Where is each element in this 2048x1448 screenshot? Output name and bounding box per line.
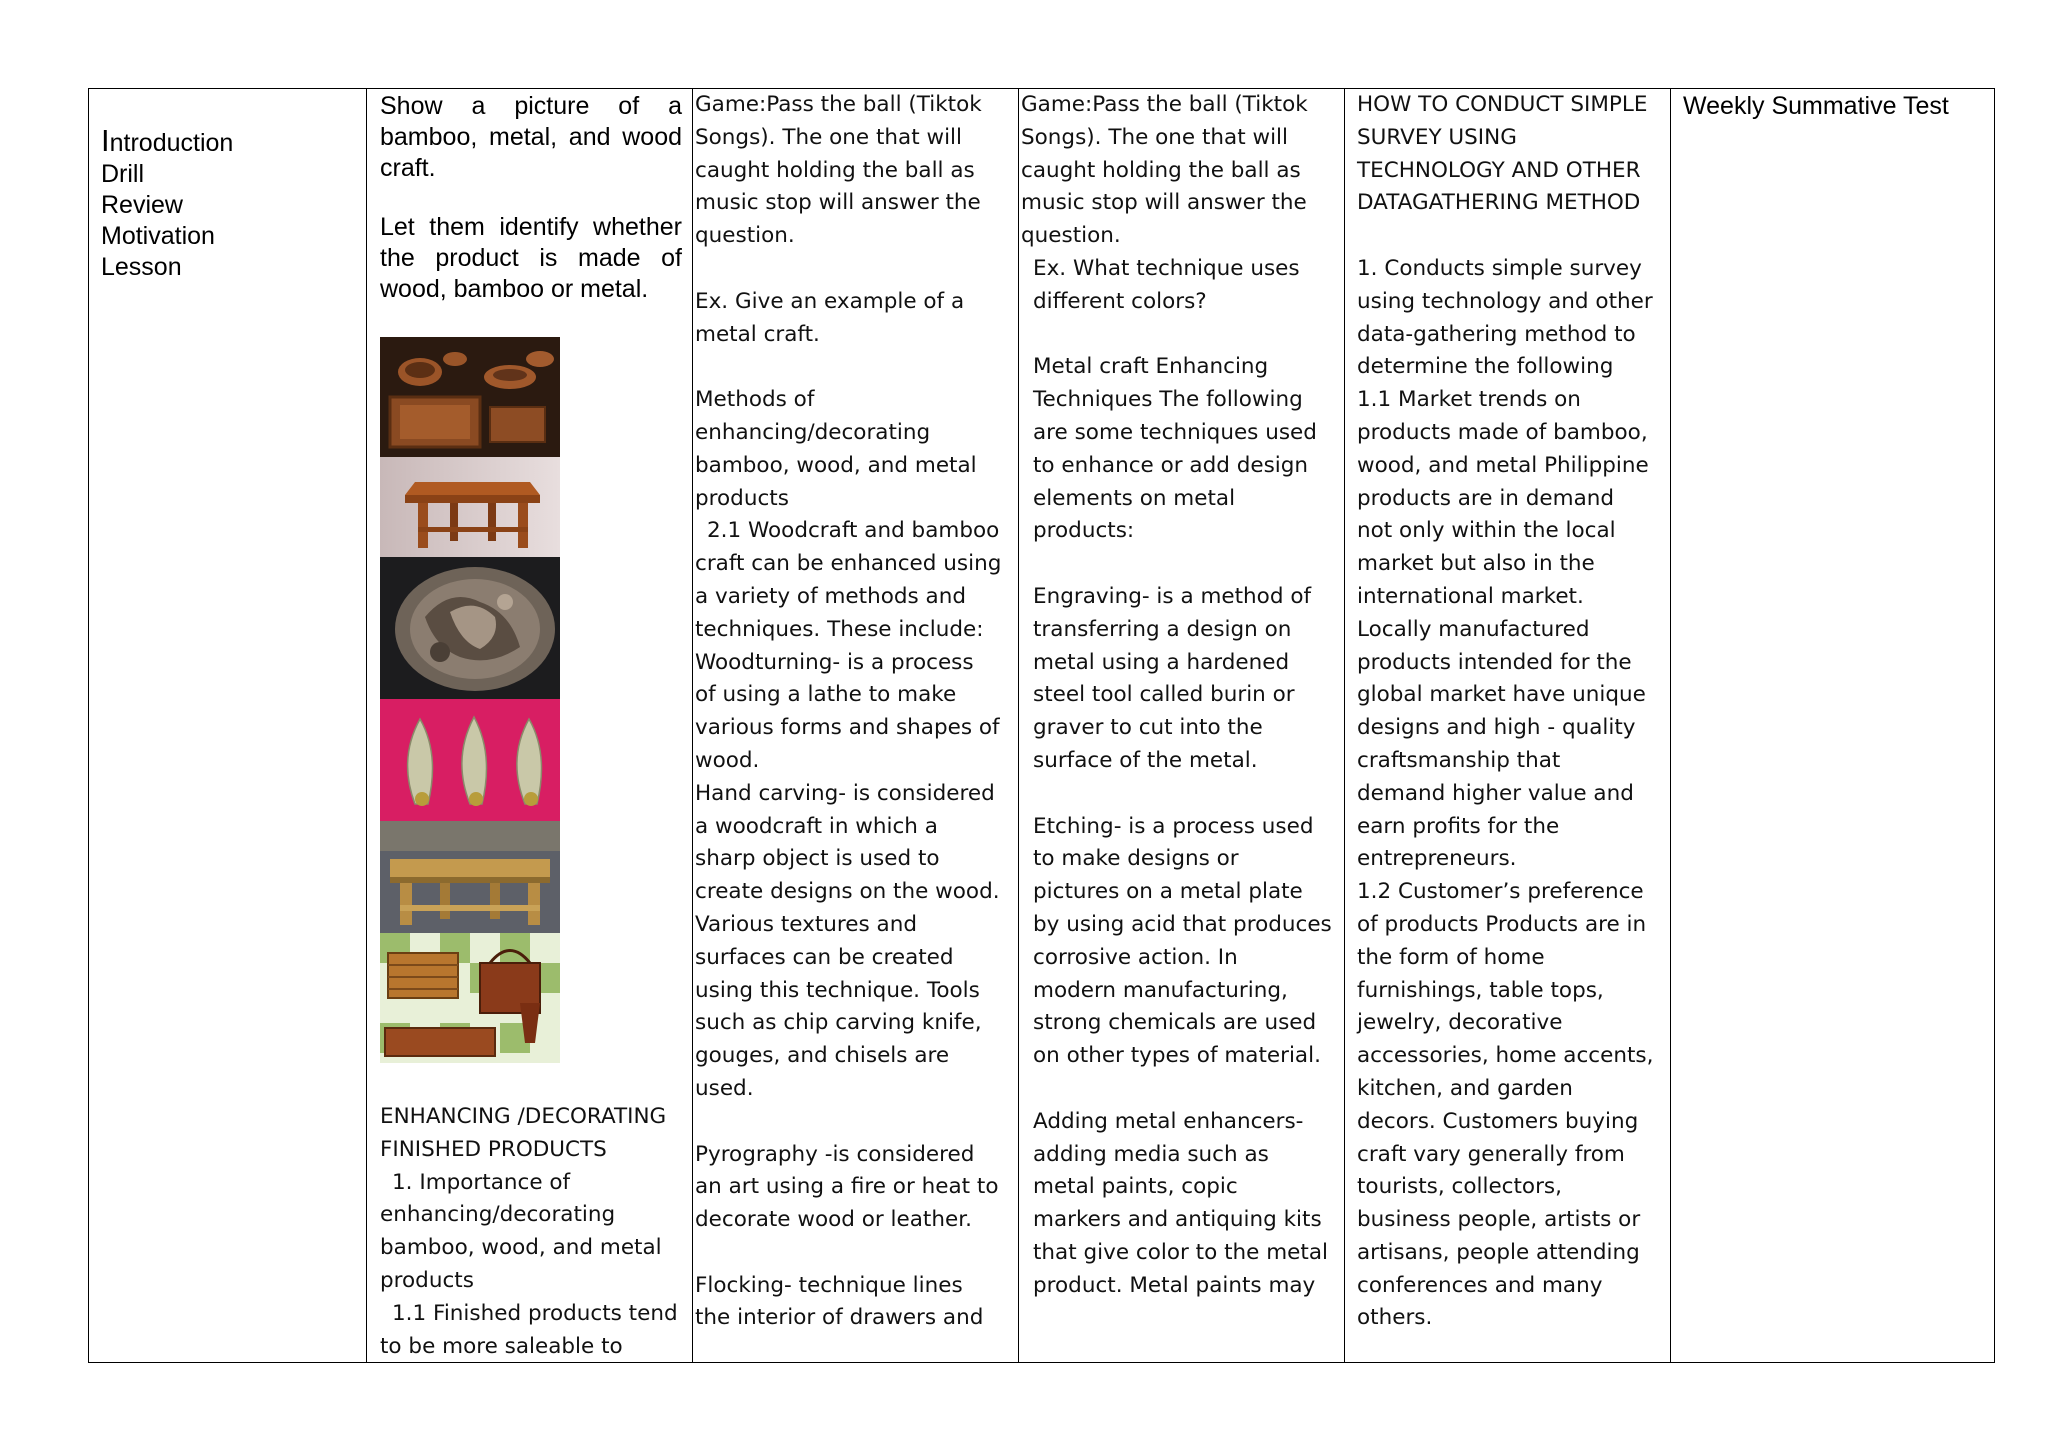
text-line: question. xyxy=(1021,223,1121,249)
text-line: Songs). The one that will xyxy=(695,124,962,150)
text-line: create designs on the wood. xyxy=(695,879,1000,905)
text-line: the form of home xyxy=(1357,944,1545,970)
text-line: are some techniques used xyxy=(1033,419,1317,445)
blank-line xyxy=(695,1237,1011,1270)
text-line: caught holding the ball as xyxy=(695,157,975,183)
text-line: Game:Pass the ball (Tiktok xyxy=(695,92,982,117)
column-monday xyxy=(367,89,693,1362)
text-line: Game:Pass the ball (Tiktok xyxy=(1021,92,1308,117)
text-line: music stop will answer the xyxy=(695,190,981,216)
text-line: Pyrography -is considered xyxy=(695,1141,975,1167)
wooden-tray-set-image xyxy=(380,337,560,457)
text-line: conferences and many xyxy=(1357,1272,1603,1298)
text-line: craft vary generally from xyxy=(1357,1141,1625,1167)
text-line: craftsmanship that xyxy=(1357,747,1561,773)
text-line: business people, artists or xyxy=(1357,1207,1641,1233)
text-line: wood. xyxy=(695,747,760,773)
text-line: products: xyxy=(1033,518,1135,544)
column-text xyxy=(695,89,1011,1335)
text-line: enhancing/decorating xyxy=(380,1202,616,1228)
text-line: by using acid that produces xyxy=(1033,911,1332,937)
text-line: to make designs or xyxy=(1033,846,1239,872)
text-line: Songs). The one that will xyxy=(1021,124,1288,150)
text-line: pictures on a metal plate xyxy=(1033,879,1303,905)
text-line: entrepreneurs. xyxy=(1357,846,1517,872)
text-line: using this technique. Tools xyxy=(695,977,980,1003)
blank-line xyxy=(1021,548,1337,581)
text-line: to enhance or add design xyxy=(1033,452,1309,478)
lesson-part-drill: Drill xyxy=(101,160,145,188)
text-line: designs and high - quality xyxy=(1357,715,1636,741)
text-line: strong chemicals are used xyxy=(1033,1010,1317,1036)
column-lesson-parts xyxy=(89,89,367,1362)
text-line: decorate wood or leather. xyxy=(695,1207,972,1233)
text-line: Engraving- is a method of xyxy=(1033,583,1312,609)
text-line: markers and antiquing kits xyxy=(1033,1207,1322,1233)
text-line: Flocking- technique lines xyxy=(695,1272,963,1298)
text-line: music stop will answer the xyxy=(1021,190,1307,216)
text-line: products intended for the xyxy=(1357,649,1632,675)
text-line: transferring a design on xyxy=(1033,616,1292,642)
text-line: a woodcraft in which a xyxy=(695,813,938,839)
text-line: kitchen, and garden xyxy=(1357,1075,1573,1101)
text-line: techniques. These include: xyxy=(695,616,984,642)
text-line: a variety of methods and xyxy=(695,583,967,609)
wooden-stool-image xyxy=(380,457,560,557)
column-wednesday xyxy=(1019,89,1345,1362)
text-line: graver to cut into the xyxy=(1033,715,1263,741)
text-line: Etching- is a process used xyxy=(1033,813,1314,839)
text-line: Ex. What technique uses xyxy=(1033,255,1300,281)
text-line: an art using a fire or heat to xyxy=(695,1174,999,1200)
column-friday xyxy=(1671,89,1996,1362)
text-line: elements on metal xyxy=(1033,485,1236,511)
text-line: the interior of drawers and xyxy=(695,1305,984,1331)
text-line: using technology and other xyxy=(1357,288,1653,314)
text-line: bamboo, wood, and metal xyxy=(695,452,977,478)
intro-paragraph: Let them identify whether the product is made of wood, bamboo or metal. xyxy=(380,213,682,303)
lesson-part-lesson: Lesson xyxy=(101,253,182,281)
craft-image-stack xyxy=(380,337,562,1063)
text-line: product. Metal paints may xyxy=(1033,1272,1316,1298)
blank-line xyxy=(695,1106,1011,1139)
text-line: different colors? xyxy=(1033,288,1207,314)
column-text xyxy=(1021,89,1337,1302)
text-line: bamboo, wood, and metal xyxy=(380,1235,662,1261)
text-line: metal paints, copic xyxy=(1033,1174,1238,1200)
column-tuesday xyxy=(693,89,1019,1362)
blank-line xyxy=(1021,1073,1337,1106)
text-line: tourists, collectors, xyxy=(1357,1174,1562,1200)
text-line: wood, and metal Philippine xyxy=(1357,452,1649,478)
text-line: craft can be enhanced using xyxy=(695,551,1002,577)
text-line: 1. Importance of xyxy=(392,1169,571,1195)
blank-line xyxy=(1021,319,1337,352)
text-line: such as chip carving knife, xyxy=(695,1010,982,1036)
metal-leaf-ornaments-image xyxy=(380,699,560,821)
text-line: 1. Conducts simple survey xyxy=(1357,255,1642,281)
text-line: data-gathering method to xyxy=(1357,321,1636,347)
text-line: Techniques The following xyxy=(1033,387,1303,413)
text-line: artisans, people attending xyxy=(1357,1239,1640,1265)
text-line: of products Products are in xyxy=(1357,911,1647,937)
lesson-plan-table xyxy=(88,88,1995,1363)
lesson-part-motivation: Motivation xyxy=(101,222,215,250)
text-line: of using a lathe to make xyxy=(695,682,957,708)
text-line: metal craft. xyxy=(695,321,820,347)
text-line: jewelry, decorative xyxy=(1357,1010,1563,1036)
text-line: FINISHED PRODUCTS xyxy=(380,1136,607,1162)
text-line: metal using a hardened xyxy=(1033,649,1290,675)
text-line: furnishings, table tops, xyxy=(1357,977,1604,1003)
text-line: Hand carving- is considered xyxy=(695,780,995,806)
blank-line xyxy=(695,351,1011,384)
bamboo-table-image xyxy=(380,821,560,933)
text-line: accessories, home accents, xyxy=(1357,1043,1654,1069)
text-line: on other types of material. xyxy=(1033,1043,1321,1069)
text-line: that give color to the metal xyxy=(1033,1239,1328,1265)
text-line: products are in demand xyxy=(1357,485,1615,511)
text-line: sharp object is used to xyxy=(695,846,940,872)
column-text xyxy=(1357,89,1667,1335)
text-line: steel tool called burin or xyxy=(1033,682,1295,708)
text-line: adding media such as xyxy=(1033,1141,1269,1167)
text-line: decors. Customers buying xyxy=(1357,1108,1639,1134)
text-line: demand higher value and xyxy=(1357,780,1634,806)
text-line: surfaces can be created xyxy=(695,944,954,970)
text-line: gouges, and chisels are xyxy=(695,1043,950,1069)
text-line: DATAGATHERING METHOD xyxy=(1357,190,1641,216)
lesson-part-introduction: Introduction xyxy=(101,123,234,158)
text-line: corrosive action. In xyxy=(1033,944,1238,970)
text-line: Adding metal enhancers- xyxy=(1033,1108,1304,1134)
column-thursday xyxy=(1345,89,1671,1362)
text-line: caught holding the ball as xyxy=(1021,157,1301,183)
text-line: earn profits for the xyxy=(1357,813,1560,839)
text-line: enhancing/decorating xyxy=(695,419,931,445)
text-line: 1.1 Market trends on xyxy=(1357,387,1581,413)
text-line: modern manufacturing, xyxy=(1033,977,1288,1003)
text-line: determine the following xyxy=(1357,354,1614,380)
blank-line xyxy=(1021,778,1337,811)
text-line: global market have unique xyxy=(1357,682,1646,708)
text-line: others. xyxy=(1357,1305,1433,1331)
text-line: various forms and shapes of xyxy=(695,715,1000,741)
text-line: Locally manufactured xyxy=(1357,616,1590,642)
woven-baskets-image xyxy=(380,933,560,1063)
text-line: Various textures and xyxy=(695,911,917,937)
text-line: HOW TO CONDUCT SIMPLE xyxy=(1357,92,1648,117)
text-line: international market. xyxy=(1357,583,1584,609)
text-line: ENHANCING /DECORATING xyxy=(380,1104,667,1129)
text-line: Woodturning- is a process xyxy=(695,649,974,675)
text-line: not only within the local xyxy=(1357,518,1616,544)
metal-relief-image xyxy=(380,557,560,699)
text-line: used. xyxy=(695,1075,754,1101)
intro-paragraph: Show a picture of a bamboo, metal, and wood craft. xyxy=(380,92,682,182)
text-line: products xyxy=(380,1267,474,1293)
text-line: products made of bamboo, xyxy=(1357,419,1648,445)
enhancing-section xyxy=(380,1101,690,1362)
lesson-part-review: Review xyxy=(101,191,183,219)
text-line: 2.1 Woodcraft and bamboo xyxy=(707,518,1000,544)
text-line: TECHNOLOGY AND OTHER xyxy=(1357,157,1641,183)
lesson-parts-list xyxy=(101,125,233,283)
text-line: Methods of xyxy=(695,387,815,413)
intro-instructions xyxy=(380,91,682,333)
text-line: products xyxy=(695,485,789,511)
text-line: 1.1 Finished products tend xyxy=(392,1300,678,1326)
text-line: Metal craft Enhancing xyxy=(1033,354,1269,380)
text-line: SURVEY USING xyxy=(1357,124,1517,150)
summative-test-title: Weekly Summative Test xyxy=(1683,92,1949,120)
text-line: market but also in the xyxy=(1357,551,1595,577)
text-line: to be more saleable to xyxy=(380,1333,623,1359)
blank-line xyxy=(695,253,1011,286)
text-line: surface of the metal. xyxy=(1033,747,1258,773)
text-line: 1.2 Customer’s preference xyxy=(1357,879,1644,905)
text-line: Ex. Give an example of a xyxy=(695,288,965,314)
blank-line xyxy=(1357,220,1667,253)
text-line: question. xyxy=(695,223,795,249)
